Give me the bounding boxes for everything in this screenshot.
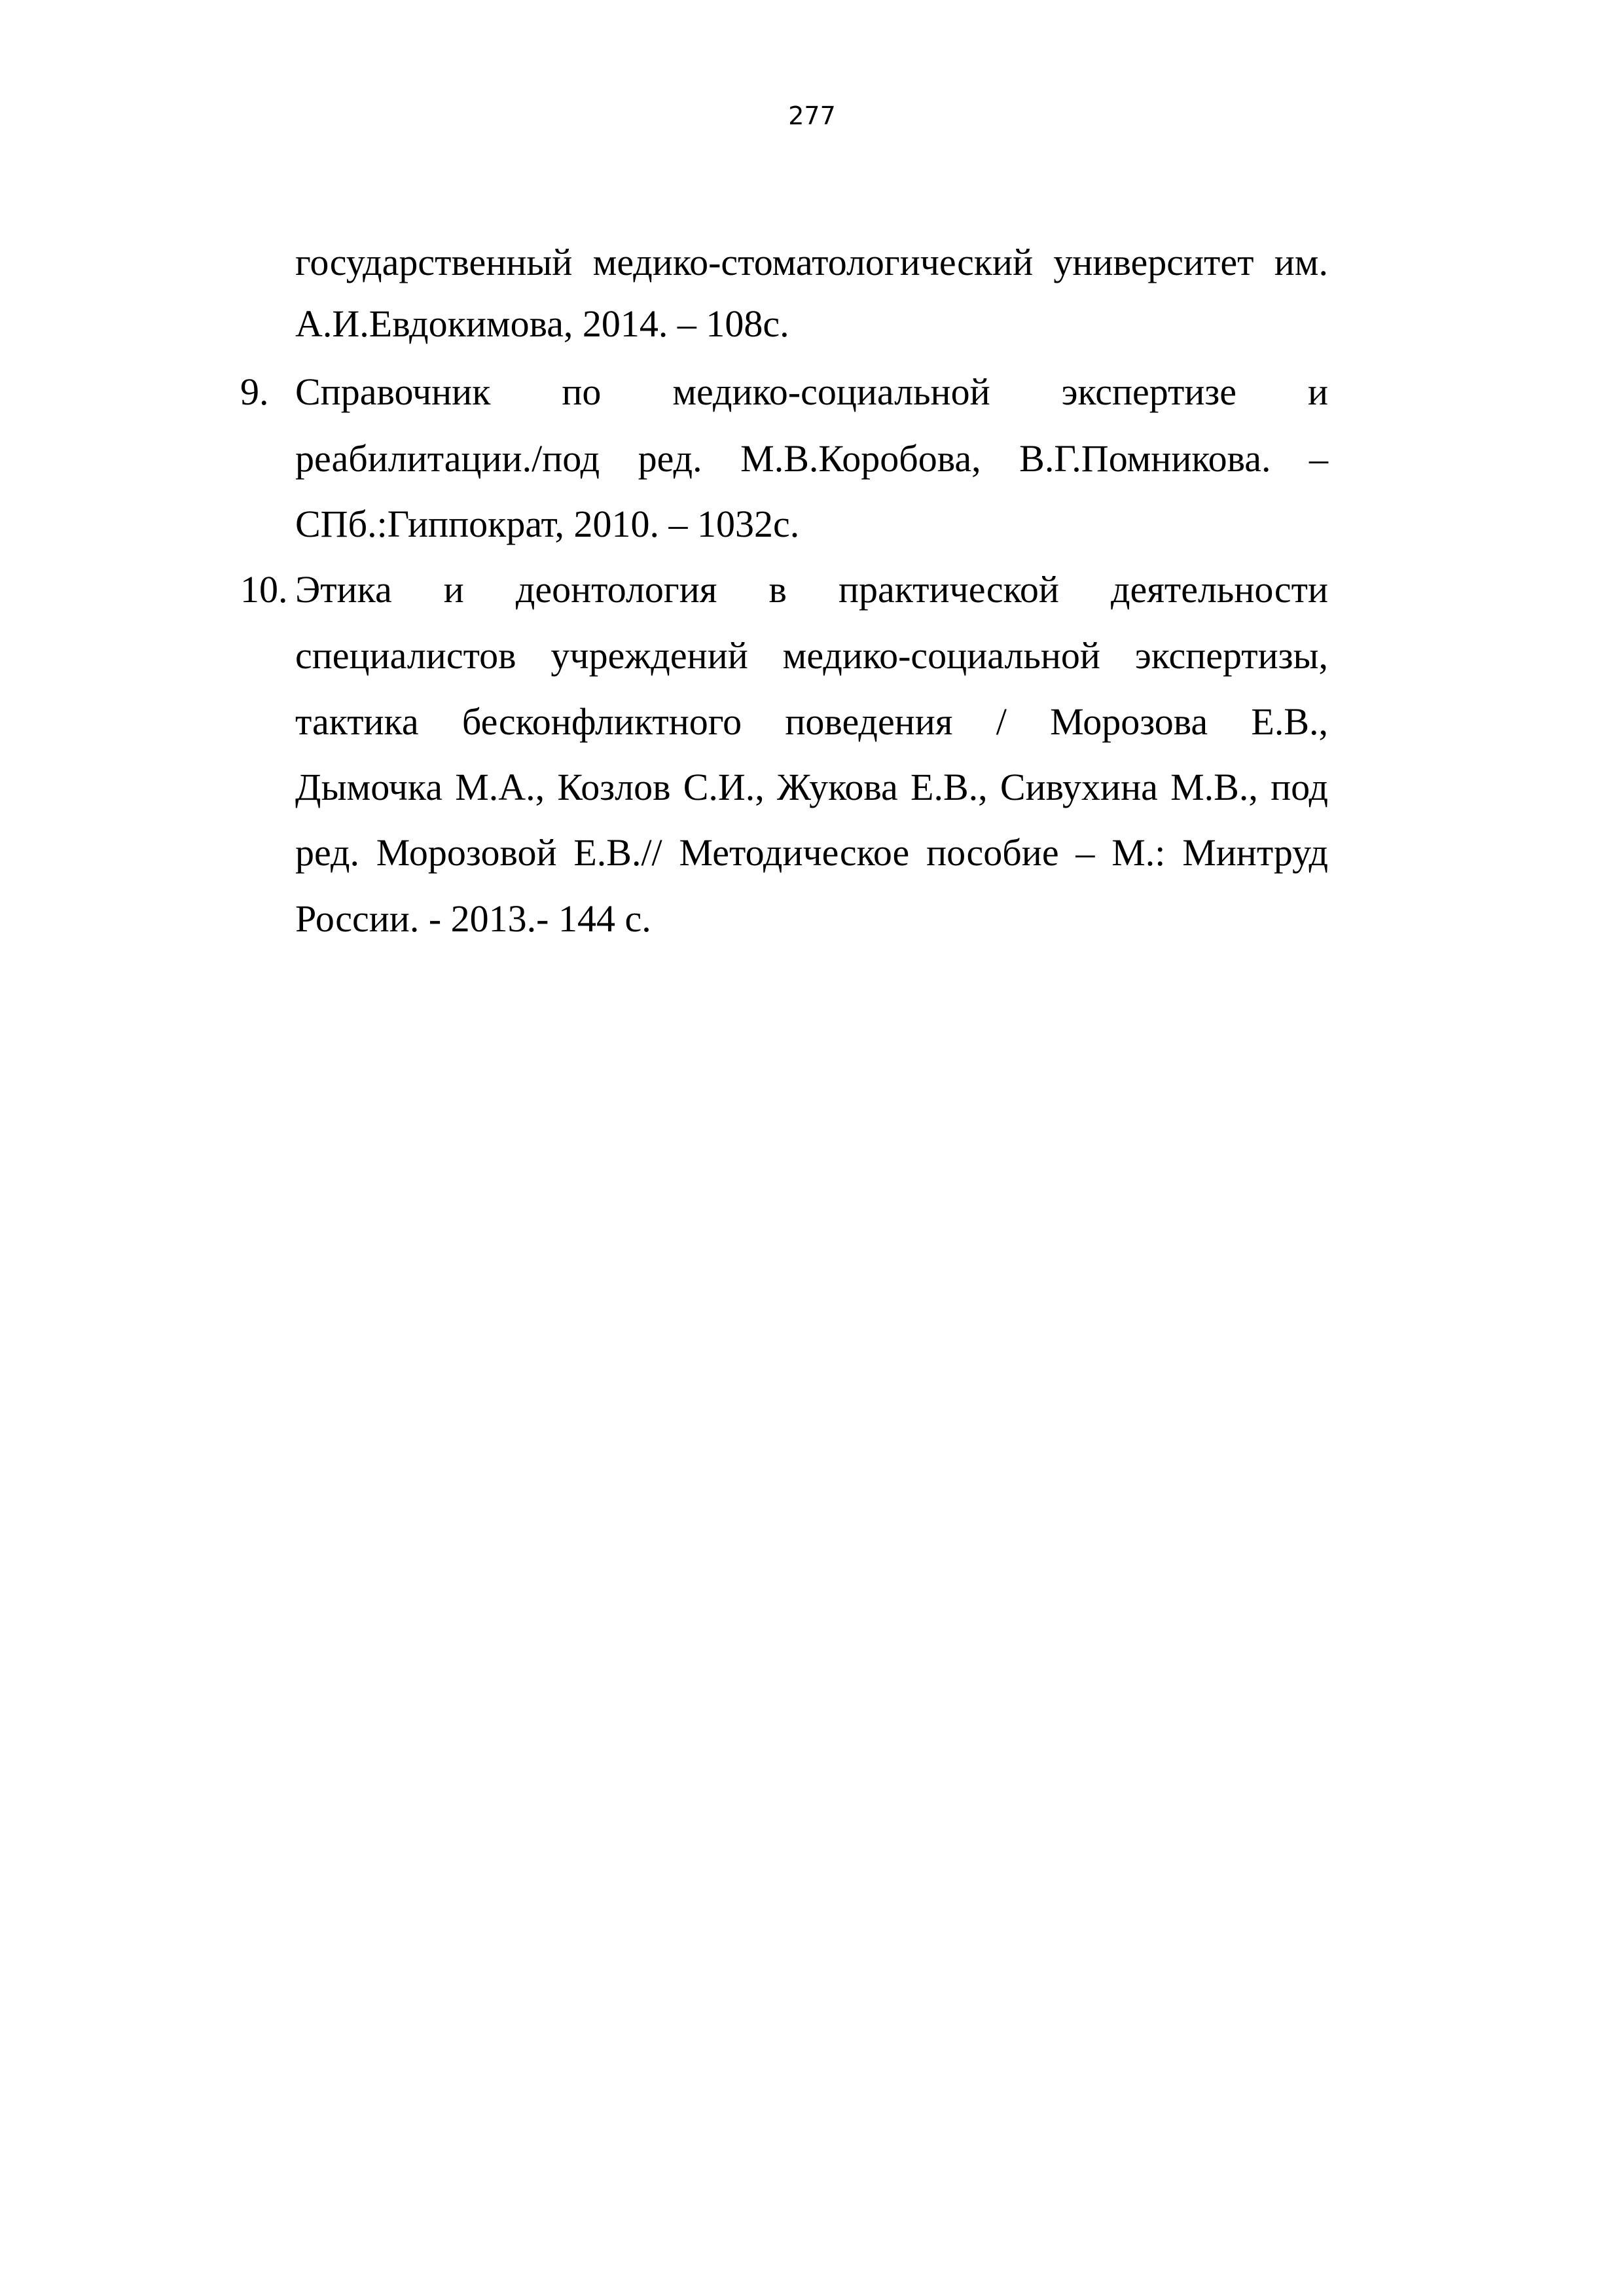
reference-line: реабилитации./под ред. М.В.Коробова, В.Г.Помникова. – bbox=[295, 437, 1328, 480]
reference-line: России. - 2013.- 144 с. bbox=[295, 897, 651, 940]
reference-number: 10. bbox=[240, 568, 288, 611]
page-number: 277 bbox=[788, 101, 836, 130]
reference-line: специалистов учреждений медико-социальной экспертизы, bbox=[295, 634, 1328, 677]
reference-line: государственный медико-стоматологический университет им. bbox=[295, 241, 1328, 283]
reference-line: Справочник по медико-социальной экспертизе и bbox=[295, 370, 1328, 413]
reference-line: Этика и деонтология в практической деятельности bbox=[295, 568, 1328, 611]
reference-number: 9. bbox=[240, 370, 269, 413]
reference-line: СПб.:Гиппократ, 2010. – 1032с. bbox=[295, 503, 800, 545]
reference-line: Дымочка М.А., Козлов С.И., Жукова Е.В., Сивухина М.В., под bbox=[295, 766, 1328, 808]
reference-line: ред. Морозовой Е.В.// Методическое пособие – М.: Минтруд bbox=[295, 831, 1328, 874]
reference-line: А.И.Евдокимова, 2014. – 108с. bbox=[295, 302, 789, 345]
reference-line: тактика бесконфликтного поведения / Морозова Е.В., bbox=[295, 700, 1328, 743]
